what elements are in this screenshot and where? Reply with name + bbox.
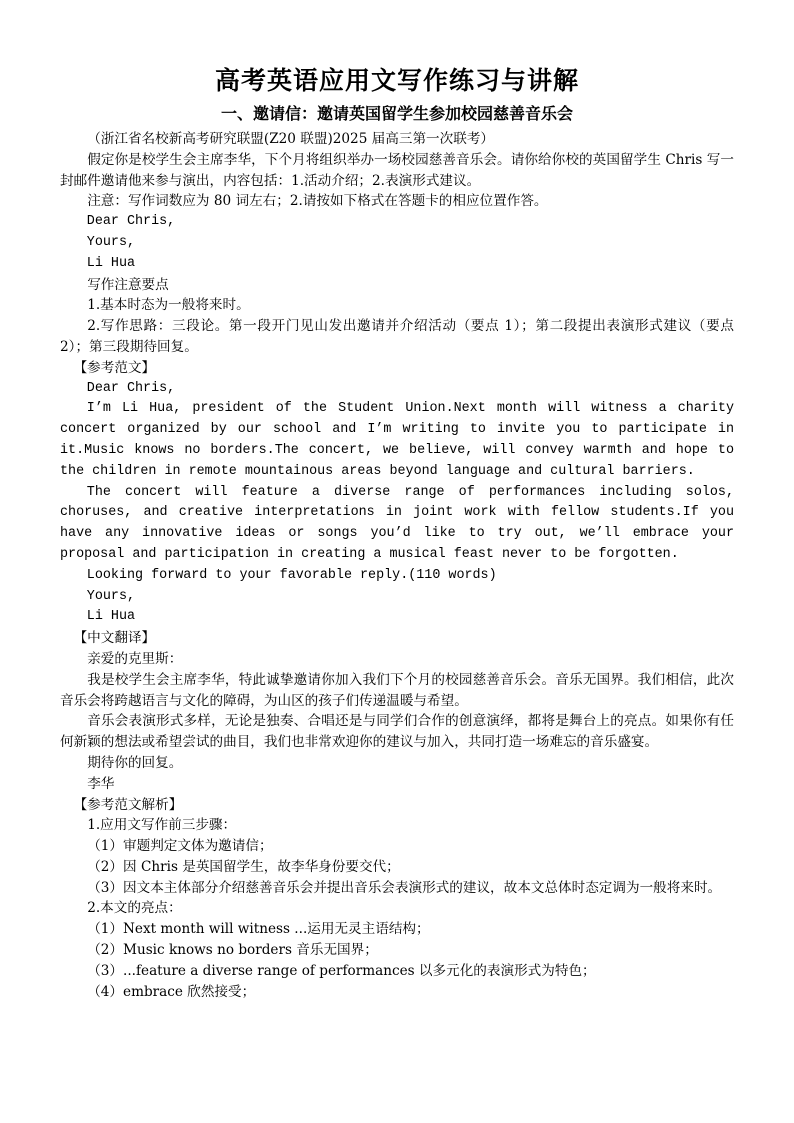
translation-greeting: 亲爱的克里斯： [87,650,183,667]
document-title: 高考英语应用文写作练习与讲解 [214,66,579,95]
analysis-step-1: （1）审题判定文体为邀请信； [87,838,273,855]
translation-heading: 【中文翻译】 [73,630,156,647]
format-closing: Yours, [86,234,136,250]
essay-paragraph-2: The concert will feature a diverse range of performances including solos, choruses, and creative interpretations in joint work with fellow students.If you have any innovative ideas or songs you’d like to try out, we’ll embrace your proposal and participation in creating a musical feast never to be forgotten. [60,484,734,562]
essay-heading: 【参考范文】 [73,359,156,376]
essay-paragraph-3: Looking forward to your favorable reply.(110 words) [86,567,497,583]
analysis-steps-title: 1.应用文写作前三步骤： [87,817,237,834]
analysis-step-3: （3）因文本主体部分介绍慈善音乐会并提出音乐会表演形式的建议，故本文总体时态定调为一般将来时。 [87,879,722,896]
essay-closing: Yours, [86,588,136,604]
format-greeting: Dear Chris, [86,214,176,230]
task-note: 注意：写作词数应为 80 词左右；2.请按如下格式在答题卡的相应位置作答。 [87,193,548,210]
point-1: 1.基本时态为一般将来时。 [87,297,250,314]
point-2: 2.写作思路：三段论。第一段开门见山发出邀请并介绍活动（要点 1）；第二段提出表演形式建议（要点 2）；第三段期待回复。 [60,318,734,355]
analysis-highlight-2: （2）Music knows no borders 音乐无国界； [87,942,378,959]
essay-name: Li Hua [86,609,136,625]
analysis-highlight-1: （1）Next month will witness ...运用无灵主语结构； [87,921,430,938]
translation-paragraph-1: 我是校学生会主席李华，特此诚挚邀请你加入我们下个月的校园慈善音乐会。音乐无国界。我们相信，此次音乐会将跨越语言与文化的障碍，为山区的孩子们传递温暖与希望。 [60,671,734,709]
translation-paragraph-3: 期待你的回复。 [87,754,183,771]
translation-paragraph-2: 音乐会表演形式多样，无论是独奏、合唱还是与同学们合作的创意演绎，都将是舞台上的亮点。如果你有任何新颖的想法或希望尝试的曲目，我们也非常欢迎你的建议与加入，共同打造一场难忘的音乐盛宴。 [60,713,734,751]
essay-greeting: Dear Chris, [86,380,176,396]
exam-source: （浙江省名校新高考研究联盟(Z20 联盟)2025 届高三第一次联考） [87,131,495,147]
points-heading: 写作注意要点 [87,276,169,293]
analysis-step-2: （2）因 Chris 是英国留学生，故李华身份要交代； [87,858,400,875]
analysis-highlight-4: （4）embrace 欣然接受； [87,983,256,1000]
essay-paragraph-1: I’m Li Hua, president of the Student Union.Next month will witness a charity concert organized by our school and I’m writing to invite you to participate in it.Music knows no borders.The concert, we believe, will convey warmth and hope to the children in remote mountainous areas beyond language and cultural barriers. [60,401,734,479]
task-description: 假定你是校学生会主席李华，下个月将组织举办一场校园慈善音乐会。请你给你校的英国留学生 Chris 写一封邮件邀请他来参与演出，内容包括：1.活动介绍；2.表演形式建议。 [60,151,734,189]
format-name: Li Hua [86,255,136,271]
analysis-heading: 【参考范文解析】 [73,796,183,813]
section-subtitle: 一、邀请信：邀请英国留学生参加校园慈善音乐会 [220,104,573,123]
analysis-highlight-3: （3）...feature a diverse range of performances 以多元化的表演形式为特色； [87,962,596,979]
translation-name: 李华 [87,775,115,792]
analysis-highlights-title: 2.本文的亮点： [87,900,182,917]
